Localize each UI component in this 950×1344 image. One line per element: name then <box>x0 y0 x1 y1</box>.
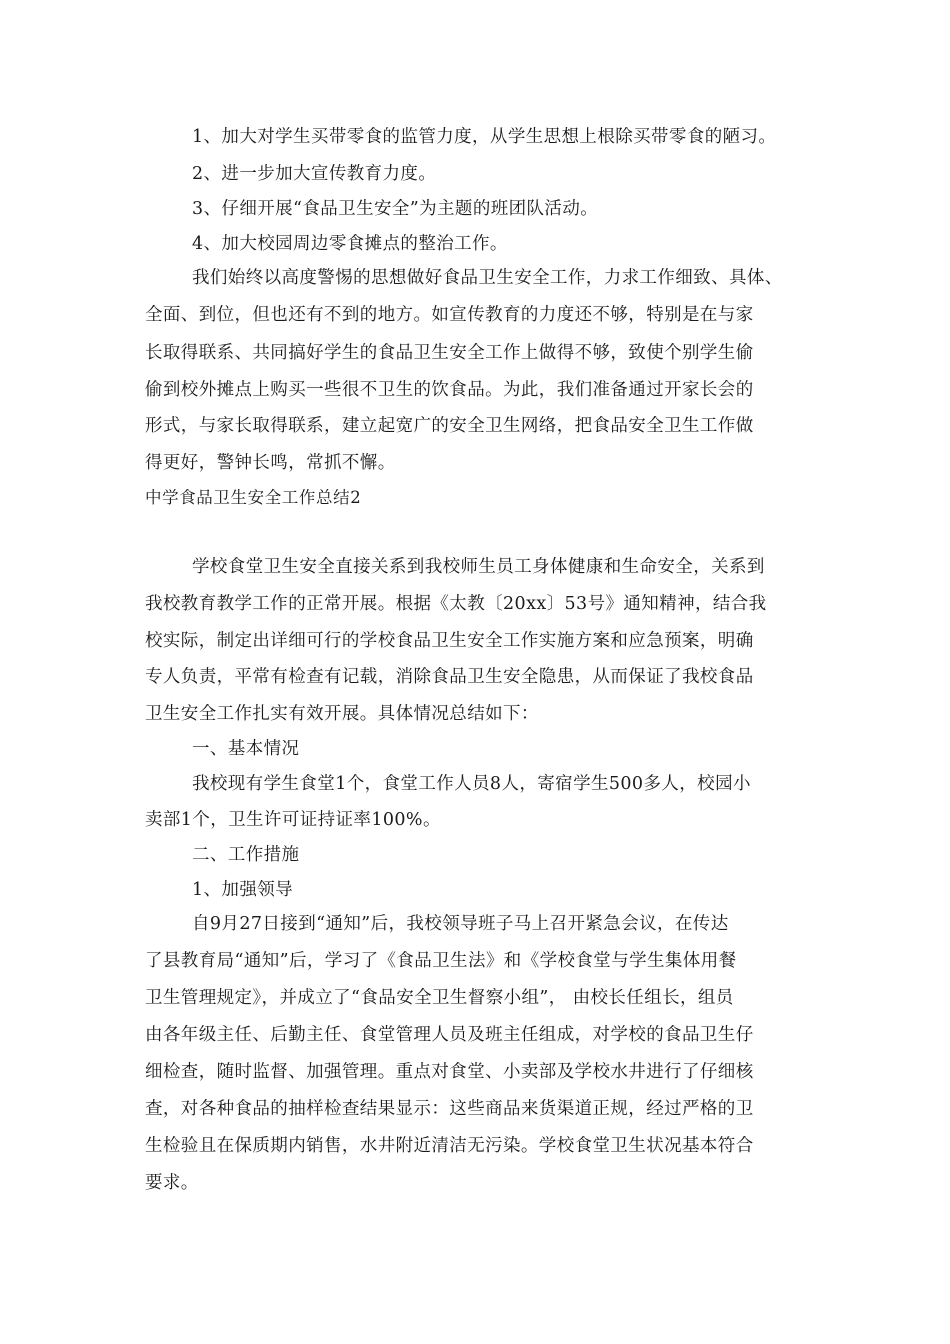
paragraph-line: 全面、到位，但也还有不到的地方。如宣传教育的力度还不够，特别是在与家 <box>145 305 754 325</box>
paragraph-line: 由各年级主任、后勤主任、食堂管理人员及班主任组成，对学校的食品卫生仔 <box>145 1025 754 1045</box>
paragraph-line: 得更好，警钟长鸣，常抓不懈。 <box>145 453 396 473</box>
paragraph-line: 查，对各种食品的抽样检查结果显示：这些商品来货渠道正规，经过严格的卫 <box>145 1099 754 1119</box>
paragraph-line: 学校食堂卫生安全直接关系到我校师生员工身体健康和生命安全，关系到 <box>192 557 765 577</box>
list-item-3: 3、仔细开展“食品卫生安全”为主题的班团队活动。 <box>192 199 599 219</box>
paragraph-line: 形式，与家长取得联系，建立起宽广的安全卫生网络，把食品安全卫生工作做 <box>145 416 754 436</box>
paragraph-line: 我校教育教学工作的正常开展。根据《太教〔20xx〕53号》通知精神，结合我 <box>145 594 767 614</box>
heading-work-measures: 二、工作措施 <box>192 845 300 865</box>
paragraph-line: 我校现有学生食堂1个，食堂工作人员8人，寄宿学生500多人，校园小 <box>192 774 751 794</box>
list-item-4: 4、加大校园周边零食摊点的整治工作。 <box>192 234 508 254</box>
list-item-2: 2、进一步加大宣传教育力度。 <box>192 164 437 184</box>
paragraph-line: 长取得联系、共同搞好学生的食品卫生安全工作上做得不够，致使个别学生偷 <box>145 343 754 363</box>
paragraph-line: 我们始终以高度警惕的思想做好食品卫生安全工作，力求工作细致、具体、 <box>192 268 783 288</box>
paragraph-line: 卫生安全工作扎实有效开展。具体情况总结如下： <box>145 704 539 724</box>
paragraph-line: 自9月27日接到“通知”后，我校领导班子马上召开紧急会议，在传达 <box>192 914 729 934</box>
paragraph-line: 偷到校外摊点上购买一些很不卫生的饮食品。为此，我们准备通过开家长会的 <box>145 380 754 400</box>
paragraph-line: 了县教育局“通知”后，学习了《食品卫生法》和《学校食堂与学生集体用餐 <box>145 951 737 971</box>
paragraph-line: 专人负责，平常有检查有记载，消除食品卫生安全隐患，从而保证了我校食品 <box>145 667 754 687</box>
paragraph-line: 卫生管理规定》，并成立了“食品安全卫生督察小组”， 由校长任组长，组员 <box>145 988 734 1008</box>
paragraph-line: 校实际，制定出详细可行的学校食品卫生安全工作实施方案和应急预案，明确 <box>145 631 754 651</box>
heading-basic-situation: 一、基本情况 <box>192 739 300 759</box>
paragraph-line: 细检查，随时监督、加强管理。重点对食堂、小卖部及学校水井进行了仔细核 <box>145 1062 754 1082</box>
paragraph-line: 生检验且在保质期内销售，水井附近清洁无污染。学校食堂卫生状况基本符合 <box>145 1136 754 1156</box>
section-title: 中学食品卫生安全工作总结2 <box>145 488 362 507</box>
list-item-1: 1、加大对学生买带零食的监管力度，从学生思想上根除买带零食的陋习。 <box>192 127 777 147</box>
subheading-strengthen-leadership: 1、加强领导 <box>192 880 294 900</box>
paragraph-line: 卖部1个，卫生许可证持证率100%。 <box>145 810 441 830</box>
paragraph-line: 要求。 <box>145 1173 199 1193</box>
